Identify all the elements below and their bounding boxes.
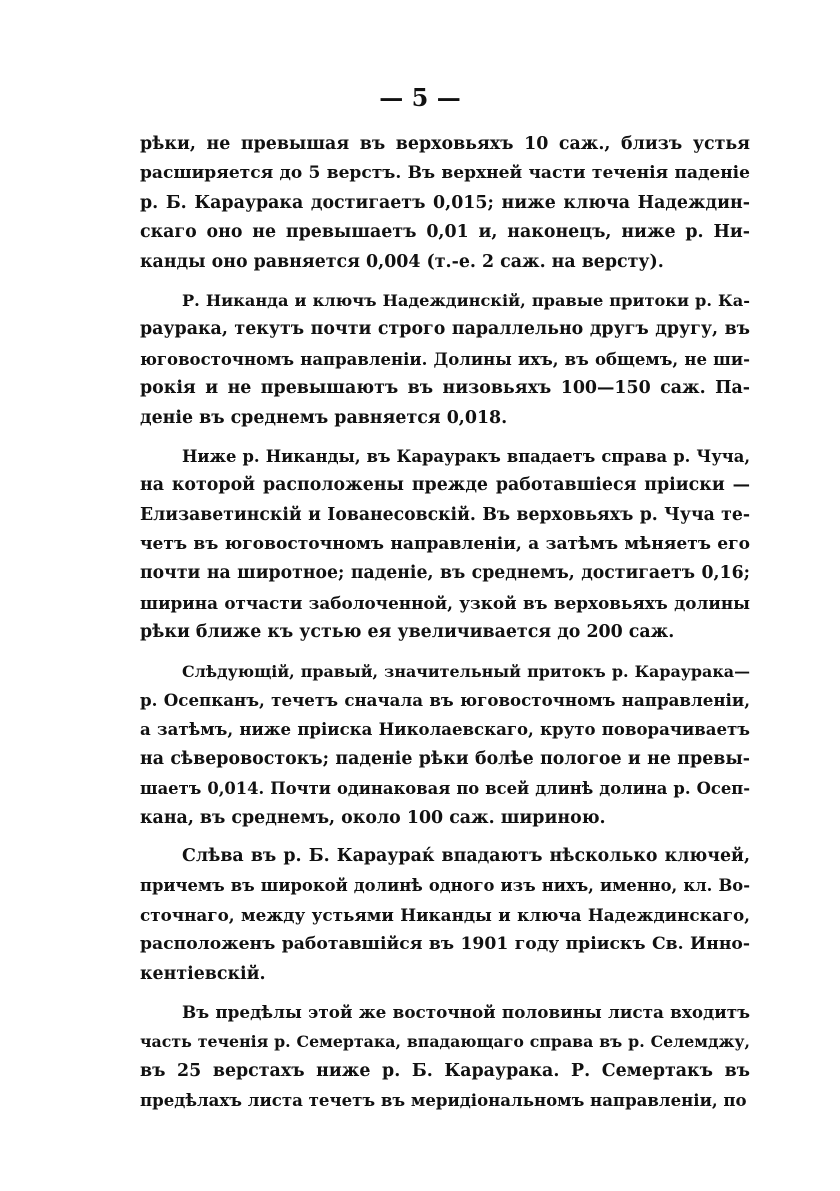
- paragraph: [140, 657, 750, 833]
- page-number: — 5 —: [379, 83, 461, 112]
- text-line: кентіевскій.: [140, 963, 266, 984]
- text-line: канды оно равняется 0,004 (т.-е. 2 саж. на версту).: [140, 251, 664, 272]
- text-line: въ 25 верстахъ ниже р. Б. Караурака. Р. Семертакъ въ: [140, 1060, 750, 1081]
- text-line: Слѣва въ р. Б. Караураќ впадаютъ нѣсколько ключей,: [182, 845, 750, 866]
- text-line: четъ въ юговосточномъ направленіи, а затѣмъ мѣняетъ его: [140, 534, 750, 555]
- text-line: расширяется до 5 верстъ. Въ верхней части теченія паденіе: [140, 163, 750, 184]
- text-line: Слѣдующій, правый, значительный притокъ р. Караурака—: [182, 661, 750, 681]
- text-line: Елизаветинскій и Іованесовскій. Въ верховьяхъ р. Чуча те-: [140, 504, 750, 525]
- text-body: [140, 130, 750, 1125]
- text-line: Ниже р. Никанды, въ Карауракъ впадаетъ справа р. Чуча,: [182, 446, 750, 466]
- text-line: деніе въ среднемъ равняется 0,018.: [140, 407, 508, 428]
- text-line: на сѣверовостокъ; паденіе рѣки болѣе пологое и не превы-: [140, 748, 750, 769]
- text-line: на которой расположены прежде работавшіеся пріиски —: [140, 475, 750, 496]
- text-line: предѣлахъ листа течетъ въ меридіональномъ направленіи, по: [140, 1090, 747, 1111]
- text-line: юговосточномъ направленіи. Долины ихъ, въ общемъ, не ши-: [140, 348, 750, 369]
- paragraph: [140, 442, 750, 648]
- text-line: рѣки ближе къ устью ея увеличивается до 200 саж.: [140, 622, 675, 643]
- text-line: скаго оно не превышаетъ 0,01 и, наконецъ, ниже р. Ни-: [140, 222, 750, 243]
- paragraph: [140, 998, 750, 1116]
- paragraph: [140, 130, 750, 277]
- paragraph: [140, 286, 750, 433]
- text-line: сточнаго, между устьями Никанды и ключа Надеждинскаго,: [140, 904, 750, 925]
- text-line: р. Осепканъ, течетъ сначала въ юговосточномъ направленіи,: [140, 690, 750, 711]
- text-line: Р. Никанда и ключъ Надеждинскій, правые притоки р. Ка-: [182, 290, 750, 310]
- text-line: рокія и не превышаютъ въ низовьяхъ 100—150 саж. Па-: [140, 378, 750, 399]
- text-line: кана, въ среднемъ, около 100 саж. шириною.: [140, 807, 606, 828]
- text-line: ширина отчасти заболоченной, узкой въ верховьяхъ долины: [140, 592, 750, 613]
- text-line: рѣки, не превышая въ верховьяхъ 10 саж., близъ устья: [140, 134, 750, 154]
- text-line: шаетъ 0,014. Почти одинаковая по всей длинѣ долина р. Осеп-: [140, 779, 750, 799]
- paragraph: [140, 842, 750, 989]
- text-line: причемъ въ широкой долинѣ одного изъ нихъ, именно, кл. Во-: [140, 876, 750, 896]
- text-line: Въ предѣлы этой же восточной половины листа входитъ: [182, 1001, 750, 1022]
- text-line: расположенъ работавшійся въ 1901 году пріискъ Св. Инно-: [140, 934, 750, 955]
- text-line: р. Б. Караурака достигаетъ 0,015; ниже ключа Надеждин-: [140, 192, 750, 213]
- text-line: раурака, текутъ почти строго параллельно другъ другу, въ: [140, 319, 750, 340]
- text-line: почти на широтное; паденіе, въ среднемъ, достигаетъ 0,16;: [140, 563, 750, 584]
- text-line: часть теченія р. Семертака, впадающаго справа въ р. Селемджу,: [140, 1032, 750, 1052]
- text-line: а затѣмъ, ниже пріиска Николаевскаго, круто поворачиваетъ: [140, 719, 750, 740]
